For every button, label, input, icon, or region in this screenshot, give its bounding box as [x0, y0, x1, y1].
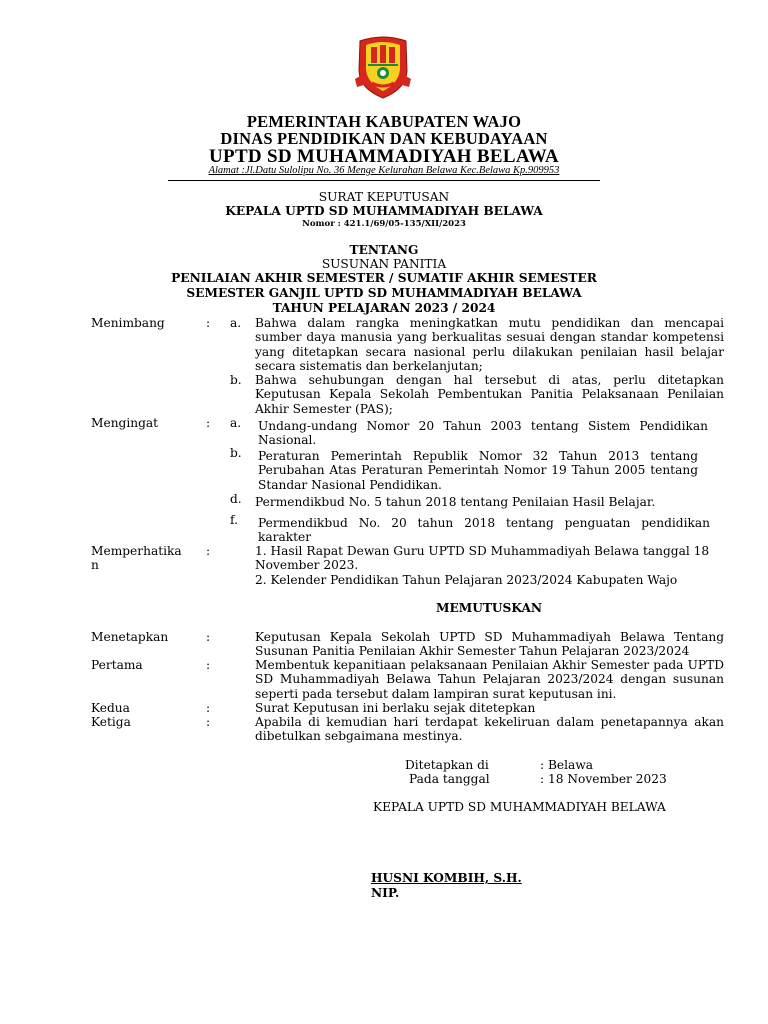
- doc-type: SURAT KEPUTUSAN: [318, 190, 450, 204]
- subject-tentang: TENTANG: [349, 243, 419, 257]
- pertama-text: Membentuk kepanitiaan pelaksanaan Penilaian Akhir Semester pada UPTD SD Muhammadiyah Belawa Tahun Pelajaran 2023/2024 dengan susunan seperti pada tersebut dalam lampiran surat keputusan ini.: [255, 658, 724, 701]
- header-school-name: UPTD SD MUHAMMADIYAH BELAWA: [209, 146, 559, 167]
- mengingat-d-text: Permendikbud No. 5 tahun 2018 tentang Penilaian Hasil Belajar.: [255, 495, 656, 509]
- memperhatikan-colon: :: [206, 544, 211, 558]
- subject-semester: SEMESTER GANJIL UPTD SD MUHAMMADIYAH BELAWA: [186, 286, 582, 300]
- menetapkan-colon: :: [206, 630, 211, 644]
- memutuskan-heading: MEMUTUSKAN: [435, 601, 543, 615]
- mengingat-f-letter: f.: [230, 513, 238, 527]
- menimbang-b-text: Bahwa sehubungan dengan hal tersebut di atas, perlu ditetapkan Keputusan Kepala Sekolah Pembentukan Panitia Pelaksanaan Penilaian Akhir Semester (PAS);: [255, 373, 724, 416]
- signatory-nip: NIP.: [371, 886, 400, 900]
- doc-issuer: KEPALA UPTD SD MUHAMMADIYAH BELAWA: [225, 204, 543, 218]
- ketiga-label: Ketiga: [91, 715, 131, 729]
- wajo-emblem-logo: [352, 35, 414, 99]
- signatory-position: KEPALA UPTD SD MUHAMMADIYAH BELAWA: [373, 800, 666, 814]
- subject-tahun: TAHUN PELAJARAN 2023 / 2024: [272, 301, 496, 315]
- memperhatikan-item-1: 1. Hasil Rapat Dewan Guru UPTD SD Muhammadiyah Belawa tanggal 18 November 2023.: [255, 544, 710, 573]
- tanggal-label: Pada tanggal: [409, 772, 490, 786]
- menimbang-label: Menimbang: [91, 316, 165, 330]
- mengingat-a-text: Undang-undang Nomor 20 Tahun 2003 tentang Sistem Pendidikan Nasional.: [258, 419, 708, 448]
- mengingat-colon: :: [206, 416, 211, 430]
- memperhatikan-label-2: n: [91, 558, 99, 572]
- ketiga-colon: :: [206, 715, 211, 729]
- mengingat-b-text: Peraturan Pemerintah Republik Nomor 32 Tahun 2013 tentang Perubahan Atas Peraturan Pemerintah Nomor 19 Tahun 2005 tentang Standar Nasional Pendidikan.: [258, 449, 698, 492]
- mengingat-a-letter: a.: [230, 416, 242, 430]
- ditetapkan-value: : Belawa: [540, 758, 594, 772]
- subject-penilaian: PENILAIAN AKHIR SEMESTER / SUMATIF AKHIR SEMESTER: [171, 271, 597, 285]
- kedua-text: Surat Keputusan ini berlaku sejak ditetepkan: [255, 701, 536, 715]
- mengingat-d-letter: d.: [230, 492, 242, 506]
- ketiga-text: Apabila di kemudian hari terdapat kekeliruan dalam penetapannya akan dibetulkan sebgaimana mestinya.: [255, 715, 724, 744]
- subject-susunan: SUSUNAN PANITIA: [321, 257, 447, 271]
- header-address: Alamat :Jl.Datu Sulolipu No. 36 Menge Kelurahan Belawa Kec.Belawa Kp.909953: [208, 165, 560, 176]
- kedua-colon: :: [206, 701, 211, 715]
- signatory-name: HUSNI KOMBIH, S.H.: [371, 871, 522, 885]
- memperhatikan-label-1: Memperhatika: [91, 544, 182, 558]
- mengingat-b-letter: b.: [230, 446, 242, 460]
- menetapkan-label: Menetapkan: [91, 630, 169, 644]
- memperhatikan-item-2: 2. Kelender Pendidikan Tahun Pelajaran 2023/2024 Kabupaten Wajo: [255, 573, 678, 587]
- menimbang-a-letter: a.: [230, 316, 242, 330]
- mengingat-label: Mengingat: [91, 416, 159, 430]
- ditetapkan-label: Ditetapkan di: [405, 758, 489, 772]
- doc-number: Nomor : 421.1/69/05-135/XII/2023: [302, 219, 466, 229]
- menetapkan-text: Keputusan Kepala Sekolah UPTD SD Muhammadiyah Belawa Tentang Susunan Panitia Penilaian Akhir Semester Tahun Pelajaran 2023/2024: [255, 630, 724, 659]
- mengingat-f-text: Permendikbud No. 20 tahun 2018 tentang penguatan pendidikan karakter: [258, 516, 710, 545]
- header-department: DINAS PENDIDIKAN DAN KEBUDAYAAN: [220, 129, 548, 148]
- header-government: PEMERINTAH KABUPATEN WAJO: [246, 112, 522, 131]
- menimbang-b-letter: b.: [230, 373, 242, 387]
- header-divider: [168, 180, 600, 181]
- pertama-label: Pertama: [91, 658, 143, 672]
- menimbang-a-text: Bahwa dalam rangka meningkatkan mutu pendidikan dan mencapai sumber daya manusia yang berkualitas sesuai dengan standar kompetensi yang ditetapkan secara nasional perlu dilakukan penilaian hasil belajar secara sistematis dan berkelanjutan;: [255, 316, 724, 373]
- pertama-colon: :: [206, 658, 211, 672]
- tanggal-value: : 18 November 2023: [540, 772, 667, 786]
- menimbang-colon: :: [206, 316, 211, 330]
- kedua-label: Kedua: [91, 701, 130, 715]
